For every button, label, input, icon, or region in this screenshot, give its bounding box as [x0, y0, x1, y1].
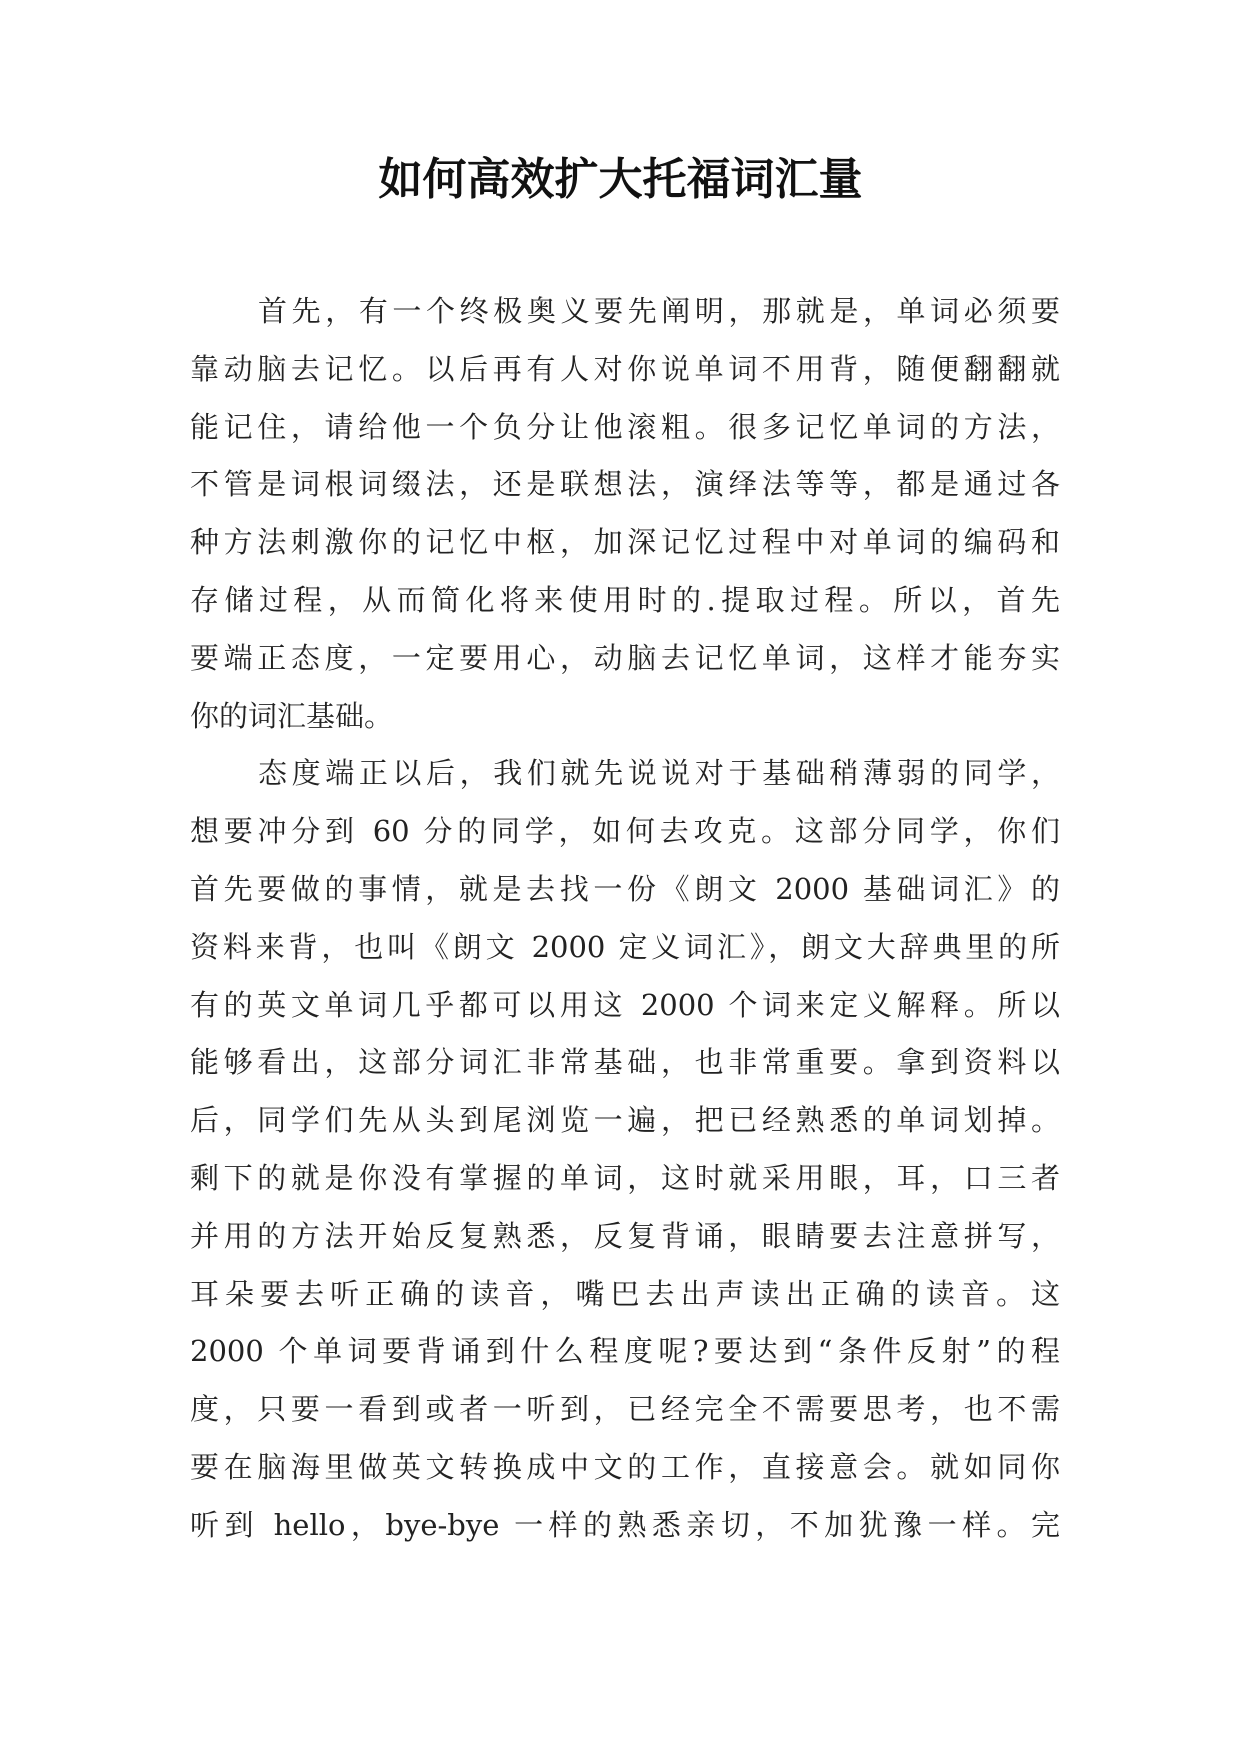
- paragraph-line: 态度端正以后，我们就先说说对于基础稍薄弱的同学，: [258, 756, 1060, 791]
- paragraph-line: 并用的方法开始反复熟悉，反复背诵，眼睛要去注意拼写，: [190, 1218, 1060, 1253]
- paragraph-2: [190, 745, 1060, 1554]
- paragraph-line: 存储过程，从而简化将来使用时的.提取过程。所以，首先: [190, 582, 1060, 617]
- paragraph-line: 靠动脑去记忆。以后再有人对你说单词不用背，随便翻翻就: [190, 351, 1060, 386]
- paragraph-line: 后，同学们先从头到尾浏览一遍，把已经熟悉的单词划掉。: [190, 1103, 1060, 1138]
- paragraph-line: 首先要做的事情，就是去找一份《朗文 2000 基础词汇》的: [190, 871, 1060, 906]
- paragraph-line: 你的词汇基础。: [190, 698, 394, 733]
- paragraph-1: [190, 283, 1060, 745]
- paragraph-line: 有的英文单词几乎都可以用这 2000 个词来定义解释。所以: [190, 987, 1060, 1022]
- paragraph-line: 资料来背，也叫《朗文 2000 定义词汇》，朗文大辞典里的所: [190, 929, 1060, 964]
- paragraph-line: 首先，有一个终极奥义要先阐明，那就是，单词必须要: [258, 294, 1060, 328]
- paragraph-line: 剩下的就是你没有掌握的单词，这时就采用眼，耳，口三者: [190, 1160, 1060, 1195]
- document-title: 如何高效扩大托福词汇量: [378, 154, 863, 205]
- paragraph-line: 要在脑海里做英文转换成中文的工作，直接意会。就如同你: [190, 1449, 1060, 1484]
- paragraph-line: 想要冲分到 60 分的同学，如何去攻克。这部分同学，你们: [190, 814, 1060, 849]
- document-body: [190, 283, 1060, 1555]
- paragraph-line: 种方法刺激你的记忆中枢，加深记忆过程中对单词的编码和: [190, 525, 1060, 560]
- paragraph-line: 度，只要一看到或者一听到，已经完全不需要思考，也不需: [190, 1392, 1060, 1427]
- paragraph-line: 不管是词根词缀法，还是联想法，演绎法等等，都是通过各: [190, 467, 1060, 502]
- paragraph-line: 耳朵要去听正确的读音，嘴巴去出声读出正确的读音。这: [190, 1276, 1060, 1311]
- paragraph-line: 听到 hello，bye-bye 一样的熟悉亲切，不加犹豫一样。完: [190, 1507, 1060, 1542]
- paragraph-line: 能记住，请给他一个负分让他滚粗。很多记忆单词的方法，: [190, 409, 1060, 444]
- paragraph-line: 2000 个单词要背诵到什么程度呢?要达到“条件反射”的程: [190, 1334, 1060, 1369]
- paragraph-line: 要端正态度，一定要用心，动脑去记忆单词，这样才能夯实: [190, 640, 1060, 675]
- paragraph-line: 能够看出，这部分词汇非常基础，也非常重要。拿到资料以: [190, 1045, 1060, 1080]
